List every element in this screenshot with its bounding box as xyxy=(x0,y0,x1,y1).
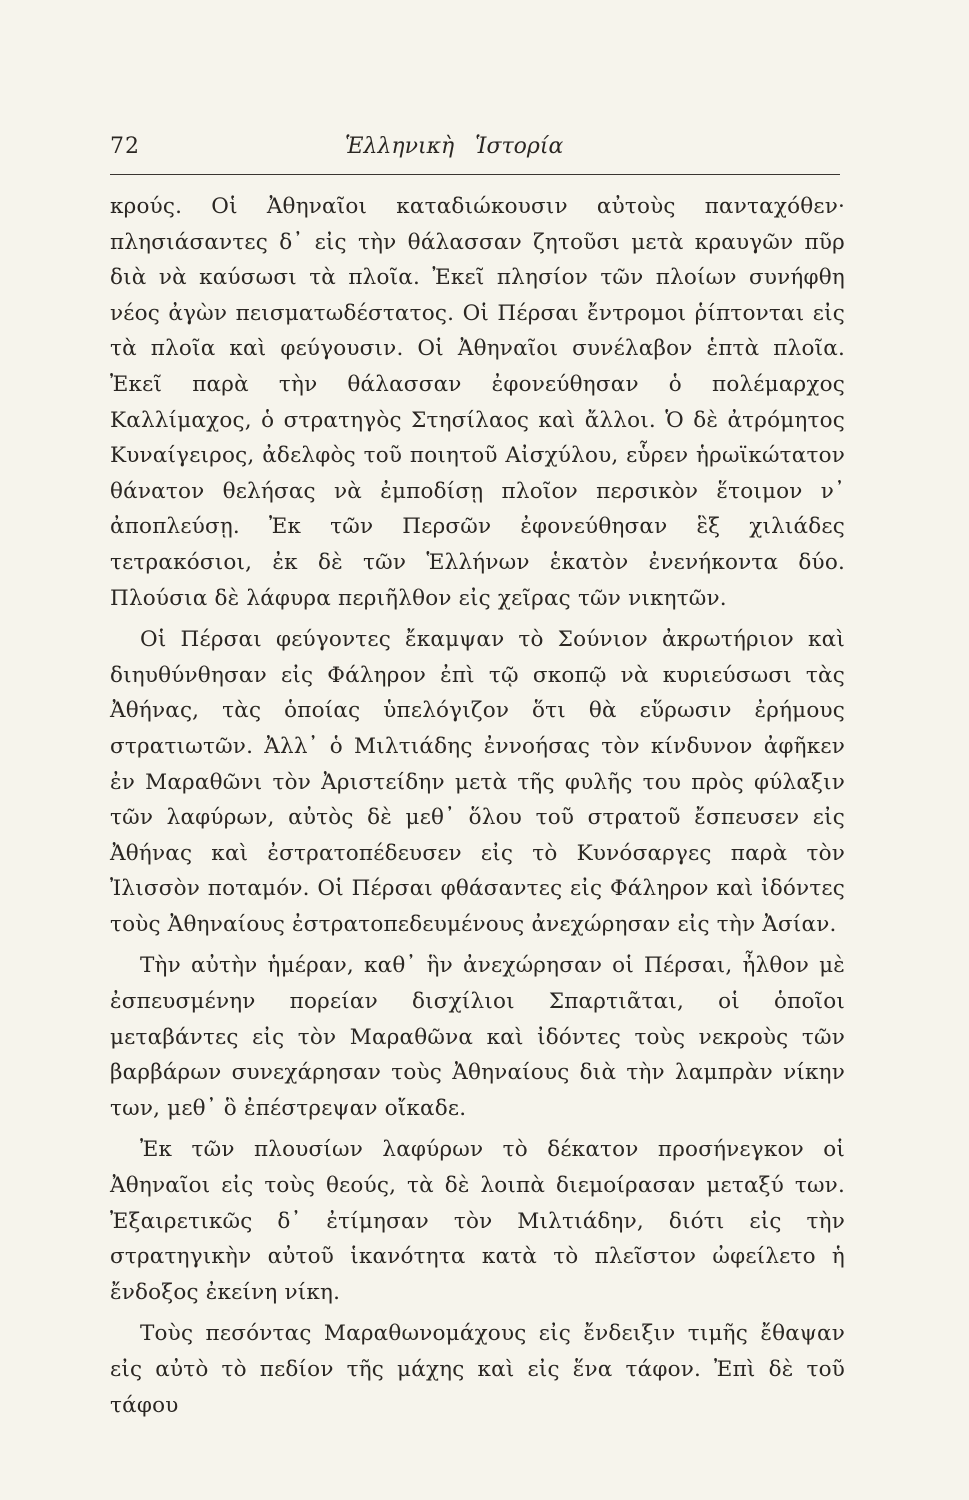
body-text xyxy=(110,189,845,1423)
page-header xyxy=(110,128,845,174)
paragraph: κρούς. Οἱ Ἀθηναῖοι καταδιώκουσιν αὐτοὺς πανταχόθεν· πλησιάσαντες δ᾽ εἰς τὴν θάλασσαν ζητοῦσι μετὰ κραυγῶν πῦρ διὰ νὰ καύσωσι τὰ πλοῖα. Ἐκεῖ πλησίον τῶν πλοίων συνήφθη νέος ἀγὼν πεισματωδέστατος. Οἱ Πέρσαι ἔντρομοι ῥίπτονται εἰς τὰ πλοῖα καὶ φεύγουσιν. Οἱ Ἀθηναῖοι συνέλαβον ἑπτὰ πλοῖα. Ἐκεῖ παρὰ τὴν θάλασσαν ἐφονεύθησαν ὁ πολέμαρχος Καλλίμαχος, ὁ στρατηγὸς Στησίλαος καὶ ἄλλοι. Ὁ δὲ ἀτρόμητος Κυναίγειρος, ἀδελφὸς τοῦ ποιητοῦ Αἰσχύλου, εὗρεν ἡρωϊκώτατον θάνατον θελήσας νὰ ἐμποδίσῃ πλοῖον περσικὸν ἕτοιμον ν᾽ ἀποπλεύσῃ. Ἐκ τῶν Περσῶν ἐφονεύθησαν ἓξ χιλιάδες τετρακόσιοι, ἐκ δὲ τῶν Ἑλλήνων ἑκατὸν ἐνενήκοντα δύο. Πλούσια δὲ λάφυρα περιῆλθον εἰς χεῖρας τῶν νικητῶν. xyxy=(110,194,845,611)
paragraph: Ἐκ τῶν πλουσίων λαφύρων τὸ δέκατον προσήνεγκον οἱ Ἀθηναῖοι εἰς τοὺς θεούς, τὰ δὲ λοιπὰ διεμοίρασαν μεταξύ των. Ἐξαιρετικῶς δ᾽ ἐτίμησαν τὸν Μιλτιάδην, διότι εἰς τὴν στρατηγικὴν αὐτοῦ ἱκανότητα κατὰ τὸ πλεῖστον ὠφείλετο ἡ ἔνδοξος ἐκείνη νίκη. xyxy=(110,1137,845,1305)
page-number: 72 xyxy=(110,134,140,159)
header-rule xyxy=(110,174,840,175)
book-page xyxy=(110,128,845,1423)
paragraph: Τοὺς πεσόντας Μαραθωνομάχους εἰς ἔνδειξιν τιμῆς ἔθαψαν εἰς αὐτὸ τὸ πεδίον τῆς μάχης καὶ εἰς ἕνα τάφον. Ἐπὶ δὲ τοῦ τάφου xyxy=(110,1321,845,1418)
paragraph: Τὴν αὐτὴν ἡμέραν, καθ᾽ ἣν ἀνεχώρησαν οἱ Πέρσαι, ἦλθον μὲ ἐσπευσμένην πορείαν δισχίλιοι Σπαρτιᾶται, οἱ ὁποῖοι μεταβάντες εἰς τὸν Μαραθῶνα καὶ ἰδόντες τοὺς νεκροὺς τῶν βαρβάρων συνεχάρησαν τοὺς Ἀθηναίους διὰ τὴν λαμπρὰν νίκην των, μεθ᾽ ὃ ἐπέστρεψαν οἴκαδε. xyxy=(110,953,845,1121)
paragraph: Οἱ Πέρσαι φεύγοντες ἔκαμψαν τὸ Σούνιον ἀκρωτήριον καὶ διηυθύνθησαν εἰς Φάληρον ἐπὶ τῷ σκοπῷ νὰ κυριεύσωσι τὰς Ἀθήνας, τὰς ὁποίας ὑπελόγιζον ὅτι θὰ εὕρωσιν ἐρήμους στρατιωτῶν. Ἀλλ᾽ ὁ Μιλτιάδης ἐννοήσας τὸν κίνδυνον ἀφῆκεν ἐν Μαραθῶνι τὸν Ἀριστείδην μετὰ τῆς φυλῆς του πρὸς φύλαξιν τῶν λαφύρων, αὐτὸς δὲ μεθ᾽ ὅλου τοῦ στρατοῦ ἔσπευσεν εἰς Ἀθήνας καὶ ἐστρατοπέδευσεν εἰς τὸ Κυνόσαργες παρὰ τὸν Ἰλισσὸν ποταμόν. Οἱ Πέρσαι φθάσαντες εἰς Φάληρον καὶ ἰδόντες τοὺς Ἀθηναίους ἐστρατοπεδευμένους ἀνεχώρησαν εἰς τὴν Ἀσίαν. xyxy=(110,627,845,937)
running-title: Ἑλληνικὴ Ἱστορία xyxy=(345,134,564,159)
